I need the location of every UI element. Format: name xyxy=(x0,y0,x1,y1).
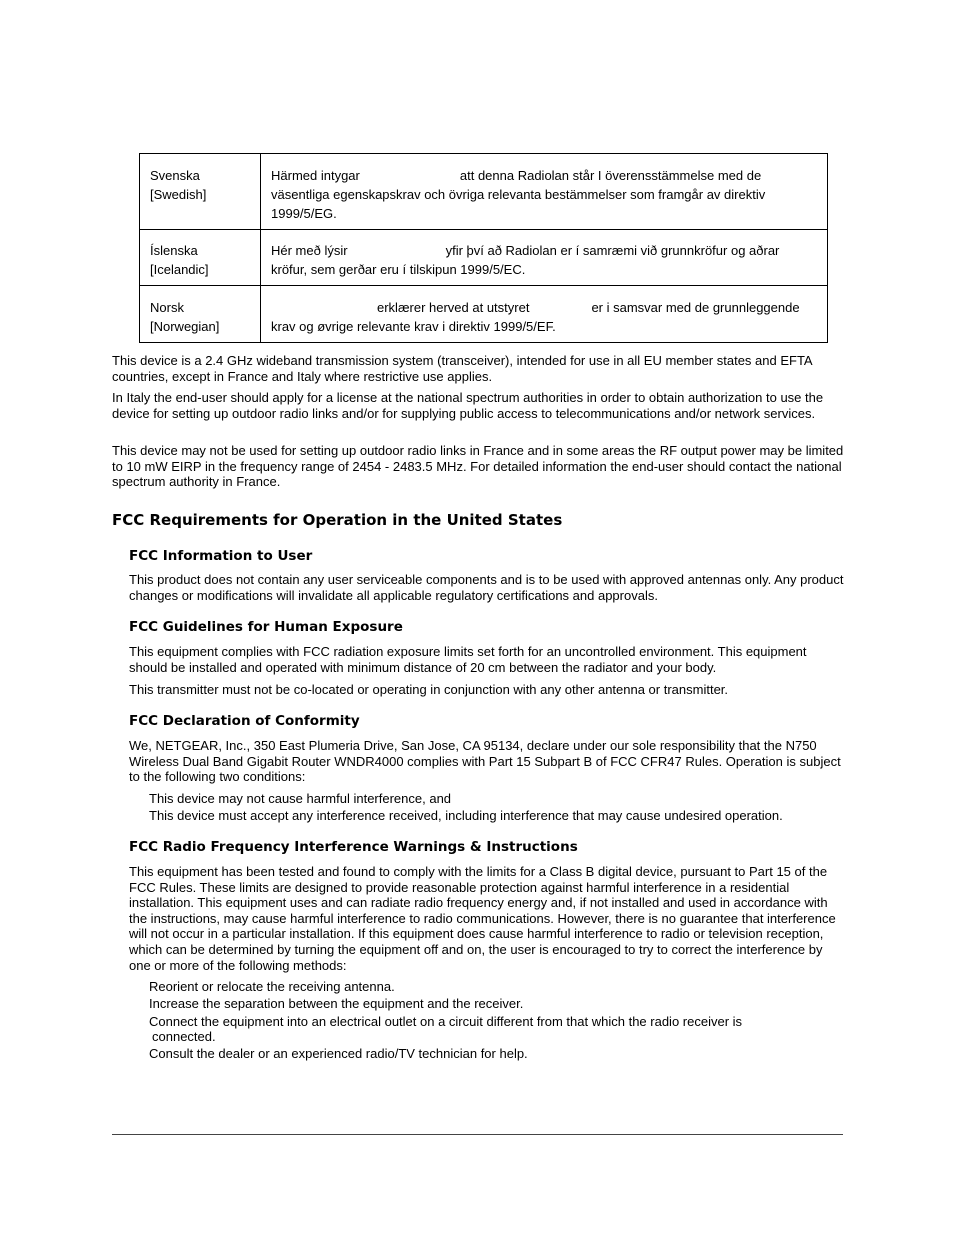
declaration-text: er i samsvar med de grunnleggende xyxy=(591,300,800,315)
declaration-text: krav og øvrige relevante krav i direktiv 1999/5/EF. xyxy=(271,319,556,334)
declaration-text: erklærer herved at utstyret xyxy=(377,300,530,315)
table-row xyxy=(140,230,828,286)
method-item: Increase the separation between the equipment and the receiver. xyxy=(149,996,524,1011)
footer-divider xyxy=(112,1134,843,1135)
fcc-rf-heading: FCC Radio Frequency Interference Warnings & Instructions xyxy=(129,839,578,855)
language-declaration-table xyxy=(139,153,828,343)
fcc-conformity-heading: FCC Declaration of Conformity xyxy=(129,713,360,729)
language-cell xyxy=(140,230,261,286)
fcc-info-heading: FCC Information to User xyxy=(129,548,313,564)
language-name: Íslenska xyxy=(150,243,198,258)
declaration-cell xyxy=(261,286,828,343)
language-english-name: [Norwegian] xyxy=(150,319,220,334)
fcc-section-heading: FCC Requirements for Operation in the United States xyxy=(112,511,563,529)
table-row xyxy=(140,154,828,230)
france-paragraph: This device may not be used for setting up outdoor radio links in France and in some areas the RF output power may be limited to 10 mW EIRP in the frequency range of 2454 - 2483.5 MHz. For detailed information the end-user should contact the national spectrum authority in France. xyxy=(112,443,844,490)
method-item: Reorient or relocate the receiving antenna. xyxy=(149,979,395,994)
fcc-conformity-text: We, NETGEAR, Inc., 350 East Plumeria Drive, San Jose, CA 95134, declare under our sole responsibility that the N750 Wireless Dual Band Gigabit Router WNDR4000 complies with Part 15 Subpart B of FCC CFR47 Rules. Operation is subject to the following two conditions: xyxy=(129,738,841,785)
method-item: Consult the dealer or an experienced radio/TV technician for help. xyxy=(149,1046,528,1061)
declaration-text: väsentliga egenskapskrav och övriga relevanta bestämmelser som framgår av direktiv xyxy=(271,187,766,202)
declaration-text: 1999/5/EG. xyxy=(271,206,337,221)
fcc-info-text: This product does not contain any user serviceable components and is to be used with approved antennas only. Any product changes or modifications will invalidate all applicable regulatory certifications and approvals. xyxy=(129,572,844,603)
language-name: Norsk xyxy=(150,300,184,315)
language-name: Svenska xyxy=(150,168,200,183)
method-item-continuation: connected. xyxy=(152,1029,216,1044)
fcc-exposure-heading: FCC Guidelines for Human Exposure xyxy=(129,619,403,635)
language-english-name: [Icelandic] xyxy=(150,262,209,277)
italy-paragraph: In Italy the end-user should apply for a license at the national spectrum authorities in order to obtain authorization to use the device for setting up outdoor radio links and/or for supplying public access to telecommunications and/or network services. xyxy=(112,390,824,421)
condition-item: This device may not cause harmful interference, and xyxy=(149,791,452,806)
language-cell xyxy=(140,286,261,343)
table-row xyxy=(140,286,828,343)
declaration-cell xyxy=(261,230,828,286)
declaration-text: Härmed intygar xyxy=(271,168,360,183)
eu-band-paragraph: This device is a 2.4 GHz wideband transmission system (transceiver), intended for use in all EU member states and EFTA countries, except in France and Italy where restrictive use applies. xyxy=(112,353,812,384)
declaration-text: att denna Radiolan står I överensstämmelse med de xyxy=(459,168,762,183)
declaration-text: yfir því að Radiolan er í samræmi við grunnkröfur og aðrar xyxy=(445,243,780,258)
fcc-rf-text: This equipment has been tested and found to comply with the limits for a Class B digital device, pursuant to Part 15 of the FCC Rules. These limits are designed to provide reasonable protection against harmful interference in a residential installation. This equipment uses and can radiate radio frequency energy and, if not installed and used in accordance with the instructions, may cause harmful interference to radio communications. However, there is no guarantee that interference will not occur in a particular installation. If this equipment does cause harmful interference to radio or television reception, which can be determined by turning the equipment off and on, the user is encouraged to try to correct the interference by one or more of the following methods: xyxy=(129,864,836,973)
condition-item: This device must accept any interference received, including interference that may cause undesired operation. xyxy=(149,808,783,823)
fcc-exposure-text: This equipment complies with FCC radiation exposure limits set forth for an uncontrolled environment. This equipment should be installed and operated with minimum distance of 20 cm between the radiator and your body. xyxy=(129,644,807,675)
declaration-text: kröfur, sem gerðar eru í tilskipun 1999/5/EC. xyxy=(271,262,526,277)
fcc-exposure-text: This transmitter must not be co-located or operating in conjunction with any other antenna or transmitter. xyxy=(129,682,729,697)
declaration-text: Hér með lýsir xyxy=(271,243,348,258)
language-english-name: [Swedish] xyxy=(150,187,207,202)
language-cell xyxy=(140,154,261,230)
declaration-cell xyxy=(261,154,828,230)
method-item: Connect the equipment into an electrical outlet on a circuit different from that which the radio receiver is xyxy=(149,1014,743,1029)
